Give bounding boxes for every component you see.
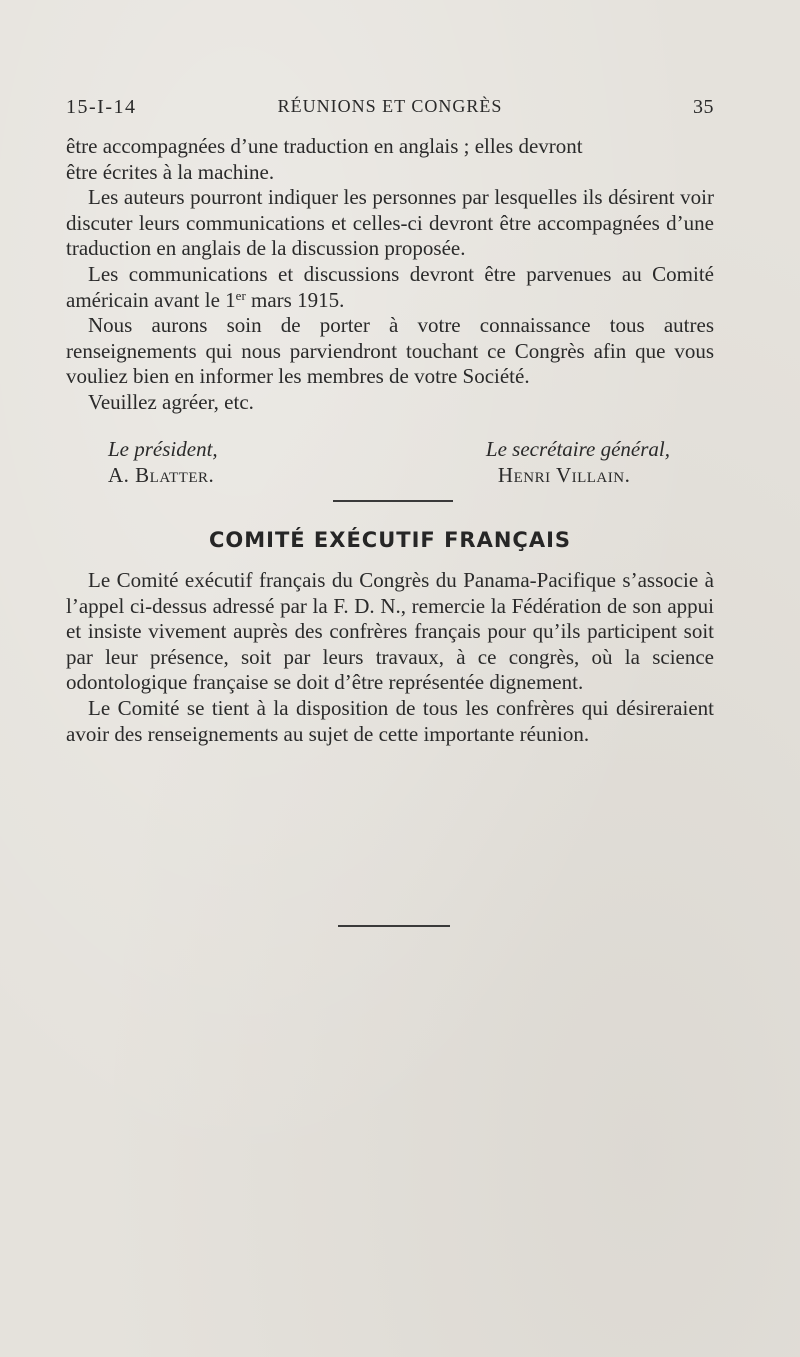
section-divider: [333, 500, 453, 502]
deadline-text: Les communications et discussions devront être parvenues au Comité américain avant le 1: [66, 261, 714, 312]
letter-body: [66, 134, 714, 416]
signature-secretary: [486, 436, 670, 488]
committee-body: [66, 568, 714, 747]
paragraph-continued-end: être écrites à la machine.: [66, 159, 275, 184]
end-divider: [338, 925, 450, 927]
signature-president: [108, 436, 218, 488]
paragraph-committee-availability: Le Comité se tient à la disposition de tous les confrères qui désireraient avoir des renseignements au sujet de cette importante réunion.: [66, 695, 714, 746]
secretary-name: Henri Villain.: [497, 463, 631, 487]
paragraph-continued-line: être accompagnées d’une traduction en anglais ; elles devront: [66, 134, 583, 158]
paragraph-deadline: [66, 262, 714, 313]
paragraph-information: Nous aurons soin de porter à votre connaissance tous autres renseignements qui nous parviendront touchant ce Congrès afin que vous vouliez bien en informer les membres de votre Société.: [66, 313, 714, 389]
paragraph-closing: Veuillez agréer, etc.: [88, 389, 254, 414]
running-header: [66, 96, 714, 126]
president-name: A. Blatter.: [108, 463, 215, 487]
signature-block: [66, 436, 714, 492]
president-role: Le président,: [108, 437, 218, 461]
secretary-role: Le secrétaire général,: [485, 437, 670, 461]
header-title: RÉUNIONS ET CONGRÈS: [277, 96, 503, 116]
page-number: 35: [693, 96, 714, 118]
paragraph-committee-support: Le Comité exécutif français du Congrès du Panama-Pacifique s’associe à l’appel ci-dessus adressé par la F. D. N., remercie la Fédération de son appui et insiste vivement auprès des confrères français pour qu’ils participent soit par leur présence, soit par leurs travaux, à ce congrès, où la science odontologique française se doit d’être représentée dignement.: [66, 568, 714, 695]
section-heading: COMITÉ EXÉCUTIF FRANÇAIS: [208, 528, 572, 552]
header-date: 15-I-14: [66, 96, 137, 118]
deadline-date: mars 1915.: [245, 287, 345, 312]
ordinal-suffix: er: [235, 287, 246, 303]
paragraph-authors: Les auteurs pourront indiquer les personnes par lesquelles ils désirent voir discuter leurs communications et celles-ci devront être accompagnées d’une traduction en anglais de la discussion proposée.: [66, 185, 714, 261]
